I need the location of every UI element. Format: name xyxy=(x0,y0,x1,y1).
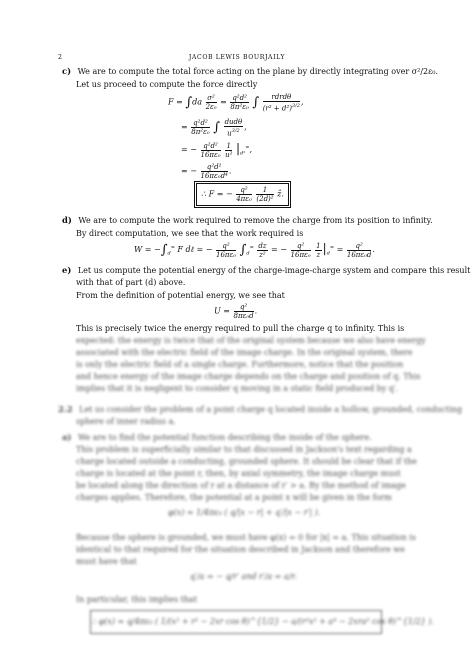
problem-22-line2: sphere of inner radius a. xyxy=(76,417,176,426)
blurred-line: charge is located at the point r, then, by axial symmetry, the image charge must xyxy=(76,469,401,478)
part-c-eq1: F = ∫da $\frac{\text{σ²}}{\text{2ε₀}}$ = $\frac{\text{q²d²}}{\text{8π²ε₀}}$ ∫ $\frac{\text{rdrdθ}}{(r^2 + d^2)^{3/2}}$ , xyxy=(168,93,304,113)
part-e-line3: From the definition of potential energy, we see that xyxy=(76,291,285,300)
blurred-line: In particular, this implies that xyxy=(76,595,198,604)
blurred-line: expected: the energy is twice that of the original system because we also have energy xyxy=(76,336,426,345)
part-c-label: c) xyxy=(62,66,72,76)
problem-22-part-a-line xyxy=(62,432,372,443)
part-c-line1 xyxy=(62,66,438,77)
blurred-line: is only the electric field of a single charge. Furthermore, notice that the position xyxy=(76,360,404,369)
part-c-eq3: = − $\frac{\text{q²d²}}{\text{16πε₀}}$ $\frac{1}{\text{u²}}$ $|_{d^2}^\infty$, xyxy=(181,141,252,159)
problem-22-number: 2.2 xyxy=(58,404,73,414)
part-c-boxed-result: ∴ F = − $\frac{\text{q²}}{\text{4πε₀}}$ $\frac{1}{\text{(2d)²}}$ ẑ. xyxy=(196,183,289,206)
blurred-line: and hence energy of the image charge depends on the charge and position of q. This xyxy=(76,372,421,381)
integral-sign: ∫ xyxy=(185,95,193,111)
blurred-line: charges applies. Therefore, the potential at a point x will be given in the form xyxy=(76,493,392,502)
part-d-eq: $W = -\int_d^\infty$ F dℓ = − $\frac{\text{q²}}{\text{16πε₀}}$ $\int_d^\infty$ $\frac{dz}{\text{z²}}$ = − $\frac{\text{q²}}{\text{16πε₀}}$ $\frac{1}{z}$ $|_d^\infty$ = $\frac{\text{q²}}{\text{16πε₀d}}$ . xyxy=(134,241,375,259)
part-d-text1: We are to compute the work required to remove the charge from its position to infinity. xyxy=(78,216,433,225)
part-e-eq: U = $\frac{\text{q²}}{\text{8πε₀d}}$ . xyxy=(214,303,258,320)
part-e-line2: with that of part (d) above. xyxy=(76,278,186,287)
problem-22-part-a-text: We are to find the potential function describing the inside of the sphere. xyxy=(77,433,372,442)
blurred-line: associated with the electric field of the image charge. In the original system, there xyxy=(76,348,413,357)
problem-22-text1: Let us consider the problem of a point charge q located inside a hollow, grounded, conducting xyxy=(79,405,462,414)
blurred-line: charge located outside a conducting, grounded sphere. It should be clear that if the xyxy=(76,457,417,466)
blurred-line: must have that xyxy=(76,557,137,566)
blurred-line: identical to that required for the situation described in Jackson and therefore we xyxy=(76,545,405,554)
part-d-line2: By direct computation, we see that the work required is xyxy=(76,229,304,238)
part-c-text1: We are to compute the total force acting on the plane by directly integrating over σ²/2ε₀. xyxy=(77,67,439,76)
part-c-eq2: = $\frac{\text{q²d²}}{\text{8π²ε₀}}$ ∫ $\frac{\text{dudθ}}{u^{3/2}}$ , xyxy=(181,118,247,138)
part-e-line4: This is precisely twice the energy required to pull the charge q to infinity. This is xyxy=(76,324,405,333)
phi-equation: φ(x) = 1/4πε₀ ( q/|x − r| + q′/|x − r′| ). xyxy=(168,508,321,517)
blurred-line: implies that it is negligent to consider q moving in a static field produced by q′. xyxy=(76,384,399,393)
blurred-line: be located along the direction of r at a distance of r′ > a. By the method of image xyxy=(76,481,406,490)
final-boxed-equation: ∴ φ(x) = q/4πε₀ ( 1/(x² + r² − 2xr cos θ)^{1/2} − a/(r²x² + a⁴ − 2xra² cos θ)^{1/2} ). xyxy=(90,610,382,634)
part-d-line1 xyxy=(62,215,433,226)
part-c-line2: Let us proceed to compute the force directly xyxy=(76,80,258,89)
running-head: JACOB LEWIS BOURJAILY xyxy=(188,54,286,61)
problem-22-line1 xyxy=(58,404,462,415)
part-e-label: e) xyxy=(62,265,72,275)
page-number: 2 xyxy=(58,54,63,61)
part-d-label: d) xyxy=(62,215,72,225)
blurred-line: This problem is superficially similar to that discussed in Jackson's text regarding a xyxy=(76,445,412,454)
problem-22-part-a-label: a) xyxy=(62,432,72,442)
part-e-text1: Let us compute the potential energy of the charge-image-charge system and compare this result xyxy=(77,266,471,275)
part-e-line1 xyxy=(62,265,470,276)
image-condition-equation: q′/a = − q/r′ and r′/a = a/r. xyxy=(190,572,297,581)
part-c-eq1-lhs: F = xyxy=(168,97,183,107)
blurred-line: Because the sphere is grounded, we must have φ(x) = 0 for |x| = a. This situation is xyxy=(76,533,416,542)
part-c-eq4: = − $\frac{\text{q²d²}}{\text{16πε₀d⁴}}$ . xyxy=(181,163,232,180)
